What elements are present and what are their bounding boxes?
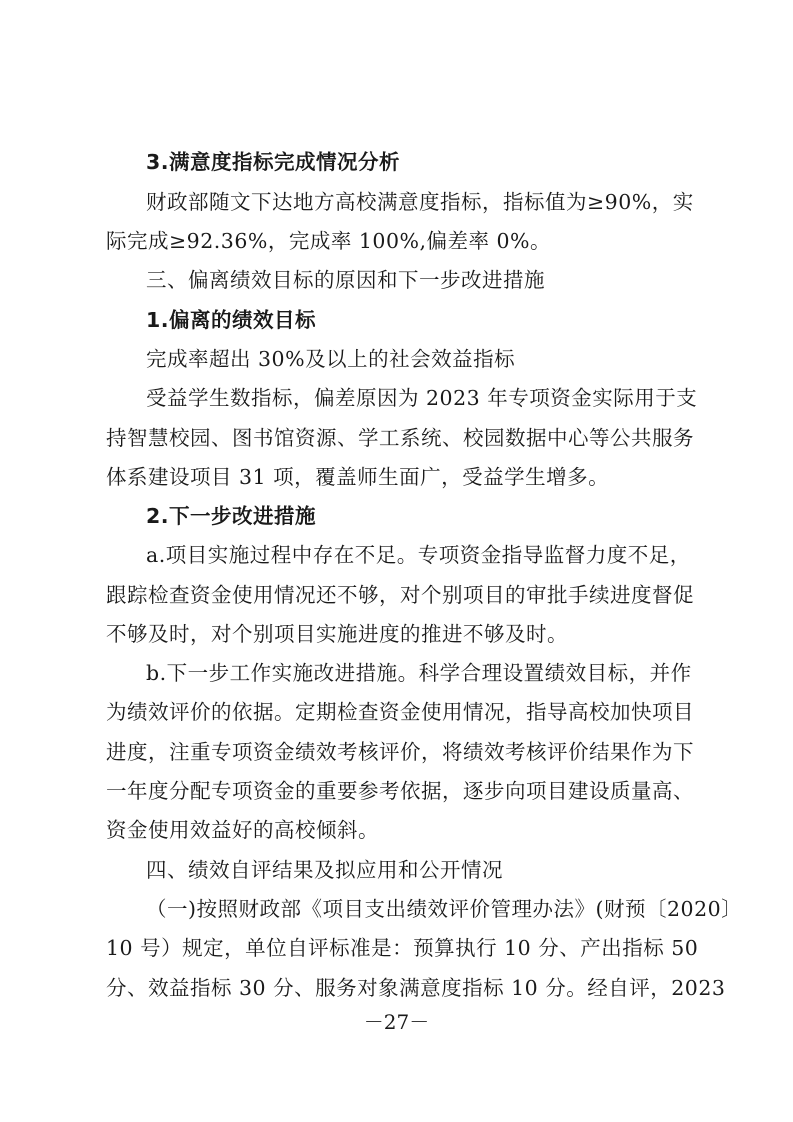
paragraph-line: a.项目实施过程中存在不足。专项资金指导监督力度不足， bbox=[146, 543, 691, 567]
sub1-heading: 1.偏离的绩效目标 bbox=[146, 308, 317, 332]
part4-heading: 四、绩效自评结果及拟应用和公开情况 bbox=[146, 858, 503, 882]
paragraph-line: 际完成≥92.36%，完成率 100%,偏差率 0%。 bbox=[106, 229, 552, 253]
paragraph-line: 进度，注重专项资金绩效考核评价，将绩效考核评价结果作为下 bbox=[106, 740, 694, 764]
paragraph-line: 体系建设项目 31 项，覆盖师生面广，受益学生增多。 bbox=[106, 465, 610, 489]
paragraph-line: 为绩效评价的依据。定期检查资金使用情况，指导高校加快项目 bbox=[106, 700, 694, 724]
paragraph-line: 受益学生数指标，偏差原因为 2023 年专项资金实际用于支 bbox=[146, 386, 698, 410]
paragraph-line: 分、效益指标 30 分、服务对象满意度指标 10 分。经自评，2023 bbox=[106, 976, 726, 1000]
paragraph-line: 跟踪检查资金使用情况还不够，对个别项目的审批手续进度督促 bbox=[106, 583, 694, 607]
paragraph-line: 完成率超出 30%及以上的社会效益指标 bbox=[146, 347, 516, 371]
section3-heading: 3.满意度指标完成情况分析 bbox=[146, 150, 401, 174]
paragraph-line: 不够及时，对个别项目实施进度的推进不够及时。 bbox=[106, 622, 568, 646]
paragraph-line: 10 号）规定，单位自评标准是：预算执行 10 分、产出指标 50 bbox=[106, 936, 699, 960]
paragraph-line: （一)按照财政部《项目支出绩效评价管理办法》(财预〔2020〕 bbox=[146, 897, 743, 921]
part3-heading: 三、偏离绩效目标的原因和下一步改进措施 bbox=[146, 268, 545, 292]
paragraph-line: 持智慧校园、图书馆资源、学工系统、校园数据中心等公共服务 bbox=[106, 426, 694, 450]
paragraph-line: 财政部随文下达地方高校满意度指标，指标值为≥90%，实 bbox=[146, 190, 694, 214]
paragraph-line: b.下一步工作实施改进措施。科学合理设置绩效目标，并作 bbox=[146, 661, 692, 685]
paragraph-line: 资金使用效益好的高校倾斜。 bbox=[106, 818, 379, 842]
page-number: －27－ bbox=[363, 1010, 430, 1034]
paragraph-line: 一年度分配专项资金的重要参考依据，逐步向项目建设质量高、 bbox=[106, 779, 694, 803]
sub2-heading: 2.下一步改进措施 bbox=[146, 504, 317, 528]
